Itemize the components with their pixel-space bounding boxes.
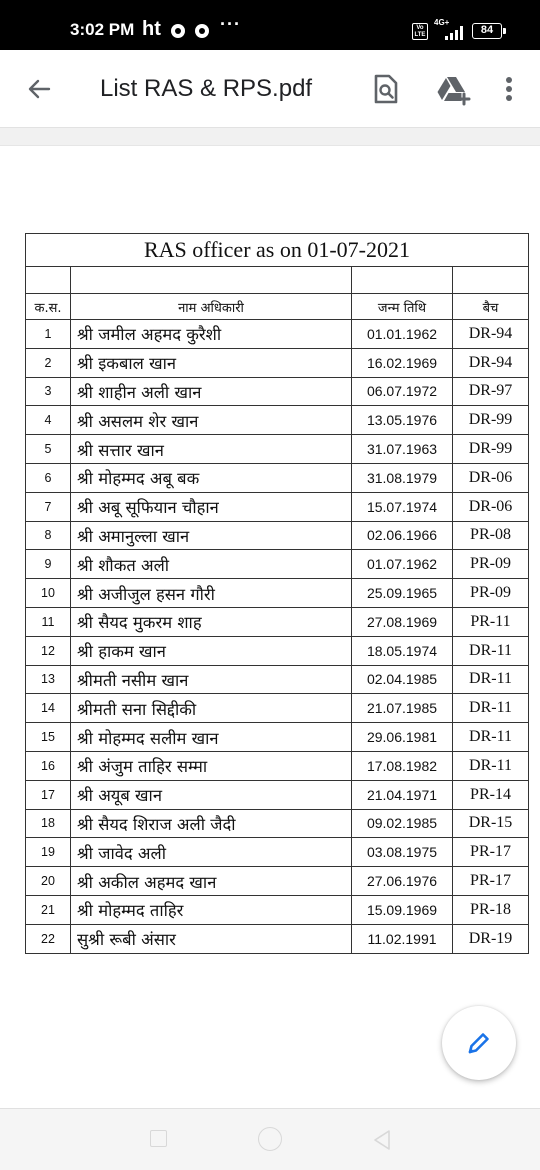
table-row — [26, 780, 529, 809]
table-row — [26, 636, 529, 665]
row-officer-name: श्री मोहम्मद अबू बक — [71, 463, 352, 492]
table-row — [26, 751, 529, 780]
row-serial-number: 18 — [26, 809, 71, 838]
table-row — [26, 492, 529, 521]
row-officer-name: श्री जमील अहमद कुरैशी — [71, 320, 352, 349]
more-notifications-icon: ··· — [220, 14, 241, 34]
table-row — [26, 579, 529, 608]
row-officer-name: श्री अबू सूफियान चौहान — [71, 492, 352, 521]
row-batch: DR-11 — [453, 694, 529, 723]
row-officer-name: श्री सैयद मुकरम शाह — [71, 607, 352, 636]
row-batch: DR-11 — [453, 636, 529, 665]
row-date-of-birth: 18.05.1974 — [352, 636, 453, 665]
row-date-of-birth: 15.07.1974 — [352, 492, 453, 521]
row-date-of-birth: 15.09.1969 — [352, 895, 453, 924]
row-officer-name: श्री मोहम्मद सलीम खान — [71, 723, 352, 752]
row-serial-number: 8 — [26, 521, 71, 550]
row-serial-number: 20 — [26, 867, 71, 896]
toolbar-divider — [0, 128, 540, 146]
row-batch: PR-17 — [453, 867, 529, 896]
empty-cell — [453, 267, 529, 294]
empty-cell — [26, 267, 71, 294]
row-date-of-birth: 16.02.1969 — [352, 348, 453, 377]
row-batch: PR-09 — [453, 550, 529, 579]
row-serial-number: 14 — [26, 694, 71, 723]
row-date-of-birth: 09.02.1985 — [352, 809, 453, 838]
document-title: List RAS & RPS.pdf — [100, 75, 313, 102]
edit-pencil-icon — [466, 1030, 492, 1056]
row-officer-name: श्री इकबाल खान — [71, 348, 352, 377]
row-date-of-birth: 06.07.1972 — [352, 377, 453, 406]
row-serial-number: 6 — [26, 463, 71, 492]
row-batch: DR-06 — [453, 463, 529, 492]
row-date-of-birth: 21.07.1985 — [352, 694, 453, 723]
row-batch: DR-94 — [453, 320, 529, 349]
column-header-batch: बैच — [453, 294, 529, 320]
table-row — [26, 867, 529, 896]
table-title: RAS officer as on 01-07-2021 — [26, 234, 529, 267]
row-batch: DR-11 — [453, 751, 529, 780]
row-date-of-birth: 21.04.1971 — [352, 780, 453, 809]
battery-icon: 84 — [472, 23, 502, 39]
back-arrow-icon[interactable] — [22, 72, 56, 106]
row-officer-name: श्री शौकत अली — [71, 550, 352, 579]
row-officer-name: सुश्री रूबी अंसार — [71, 924, 352, 953]
table-row — [26, 320, 529, 349]
row-officer-name: श्री हाकम खान — [71, 636, 352, 665]
row-serial-number: 9 — [26, 550, 71, 579]
row-batch: DR-99 — [453, 435, 529, 464]
row-date-of-birth: 01.01.1962 — [352, 320, 453, 349]
row-batch: PR-14 — [453, 780, 529, 809]
row-date-of-birth: 11.02.1991 — [352, 924, 453, 953]
row-serial-number: 5 — [26, 435, 71, 464]
row-officer-name: श्री सैयद शिराज अली जैदी — [71, 809, 352, 838]
row-date-of-birth: 03.08.1975 — [352, 838, 453, 867]
empty-cell — [352, 267, 453, 294]
row-batch: DR-99 — [453, 406, 529, 435]
app-bar — [0, 50, 540, 128]
officer-table — [25, 233, 529, 954]
status-time: 3:02 PM — [70, 20, 135, 39]
row-date-of-birth: 27.06.1976 — [352, 867, 453, 896]
row-officer-name: श्री अमानुल्ला खान — [71, 521, 352, 550]
row-batch: DR-19 — [453, 924, 529, 953]
row-batch: PR-17 — [453, 838, 529, 867]
row-date-of-birth: 25.09.1965 — [352, 579, 453, 608]
table-row — [26, 521, 529, 550]
row-batch: PR-11 — [453, 607, 529, 636]
row-date-of-birth: 27.08.1969 — [352, 607, 453, 636]
table-row — [26, 924, 529, 953]
table-row — [26, 895, 529, 924]
row-officer-name: श्रीमती नसीम खान — [71, 665, 352, 694]
row-serial-number: 19 — [26, 838, 71, 867]
network-type: 4G+ — [434, 18, 450, 27]
table-row — [26, 607, 529, 636]
row-date-of-birth: 31.07.1963 — [352, 435, 453, 464]
table-row — [26, 550, 529, 579]
table-row — [26, 665, 529, 694]
row-officer-name: श्री अंजुम ताहिर सम्मा — [71, 751, 352, 780]
empty-cell — [71, 267, 352, 294]
table-row — [26, 694, 529, 723]
find-in-page-icon[interactable] — [369, 72, 403, 106]
row-officer-name: श्री अकील अहमद खान — [71, 867, 352, 896]
row-serial-number: 11 — [26, 607, 71, 636]
back-icon[interactable] — [372, 1129, 392, 1155]
row-officer-name: श्री सत्तार खान — [71, 435, 352, 464]
row-batch: PR-09 — [453, 579, 529, 608]
status-bar — [0, 0, 540, 50]
row-serial-number: 15 — [26, 723, 71, 752]
row-batch: PR-18 — [453, 895, 529, 924]
row-serial-number: 13 — [26, 665, 71, 694]
row-officer-name: श्री अजीजुल हसन गौरी — [71, 579, 352, 608]
table-row — [26, 809, 529, 838]
home-icon[interactable] — [258, 1127, 282, 1151]
notification-icon — [171, 24, 185, 38]
row-serial-number: 2 — [26, 348, 71, 377]
row-serial-number: 17 — [26, 780, 71, 809]
row-officer-name: श्री जावेद अली — [71, 838, 352, 867]
row-batch: PR-08 — [453, 521, 529, 550]
row-serial-number: 7 — [26, 492, 71, 521]
table-row — [26, 723, 529, 752]
recent-apps-icon[interactable] — [150, 1130, 167, 1147]
row-serial-number: 1 — [26, 320, 71, 349]
table-row — [26, 838, 529, 867]
row-officer-name: श्रीमती सना सिद्दीकी — [71, 694, 352, 723]
row-batch: DR-11 — [453, 665, 529, 694]
row-batch: DR-11 — [453, 723, 529, 752]
row-serial-number: 10 — [26, 579, 71, 608]
row-date-of-birth: 31.08.1979 — [352, 463, 453, 492]
row-officer-name: श्री असलम शेर खान — [71, 406, 352, 435]
row-date-of-birth: 13.05.1976 — [352, 406, 453, 435]
row-serial-number: 3 — [26, 377, 71, 406]
row-serial-number: 12 — [26, 636, 71, 665]
row-date-of-birth: 01.07.1962 — [352, 550, 453, 579]
row-batch: DR-97 — [453, 377, 529, 406]
column-header-sn: क.स. — [26, 294, 71, 320]
table-row — [26, 435, 529, 464]
table-row — [26, 348, 529, 377]
row-serial-number: 21 — [26, 895, 71, 924]
row-batch: DR-94 — [453, 348, 529, 377]
row-date-of-birth: 02.04.1985 — [352, 665, 453, 694]
row-batch: DR-06 — [453, 492, 529, 521]
table-row — [26, 463, 529, 492]
row-date-of-birth: 02.06.1966 — [352, 521, 453, 550]
row-serial-number: 16 — [26, 751, 71, 780]
row-date-of-birth: 29.06.1981 — [352, 723, 453, 752]
drive-add-icon[interactable] — [434, 72, 474, 106]
row-officer-name: श्री शाहीन अली खान — [71, 377, 352, 406]
table-row — [26, 377, 529, 406]
row-date-of-birth: 17.08.1982 — [352, 751, 453, 780]
row-officer-name: श्री अयूब खान — [71, 780, 352, 809]
column-header-dob: जन्म तिथि — [352, 294, 453, 320]
edit-fab[interactable] — [442, 1006, 516, 1080]
row-batch: DR-15 — [453, 809, 529, 838]
column-header-name: नाम अधिकारी — [71, 294, 352, 320]
signal-icon — [445, 26, 467, 40]
notification-icon — [195, 24, 209, 38]
system-nav-bar — [0, 1108, 540, 1170]
ht-app-icon: ht — [142, 18, 161, 40]
row-officer-name: श्री मोहम्मद ताहिर — [71, 895, 352, 924]
table-row — [26, 406, 529, 435]
row-serial-number: 22 — [26, 924, 71, 953]
row-serial-number: 4 — [26, 406, 71, 435]
more-vert-icon[interactable] — [494, 72, 524, 106]
volte-icon: Vo LTE — [412, 23, 428, 40]
